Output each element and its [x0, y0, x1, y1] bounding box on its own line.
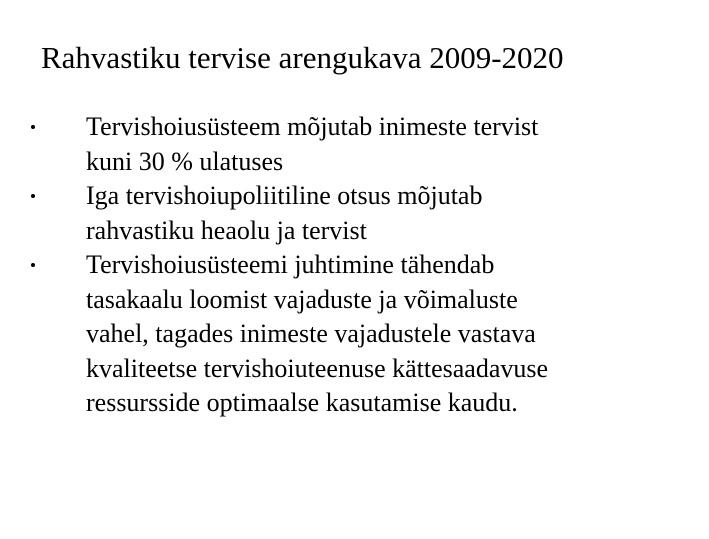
bullet-item: [30, 179, 680, 248]
bullet-line: kvaliteetse tervishoiuteenuse kättesaadavuse: [86, 353, 549, 383]
bullet-line: rahvastiku heaolu ja tervist: [86, 215, 367, 245]
bullet-item: [30, 110, 680, 179]
bullet-line: Iga tervishoiupoliitiline otsus mõjutab: [86, 181, 483, 210]
slide-title: Rahvastiku tervise arengukava 2009-2020: [41, 40, 564, 75]
bullet-dot-icon: [31, 194, 35, 198]
bullet-list: [30, 110, 680, 421]
bullet-item: [30, 248, 680, 421]
bullet-line: ressursside optimaalse kasutamise kaudu.: [86, 388, 518, 417]
bullet-line: tasakaalu loomist vajaduste ja võimaluste: [86, 284, 518, 314]
bullet-dot-icon: [31, 263, 35, 267]
bullet-line: Tervishoiusüsteem mõjutab inimeste tervist: [86, 112, 539, 141]
bullet-line: Tervishoiusüsteemi juhtimine tähendab: [86, 250, 495, 279]
bullet-line: vahel, tagades inimeste vajadustele vastava: [86, 319, 536, 348]
bullet-dot-icon: [31, 125, 35, 129]
bullet-line: kuni 30 % ulatuses: [86, 146, 284, 176]
